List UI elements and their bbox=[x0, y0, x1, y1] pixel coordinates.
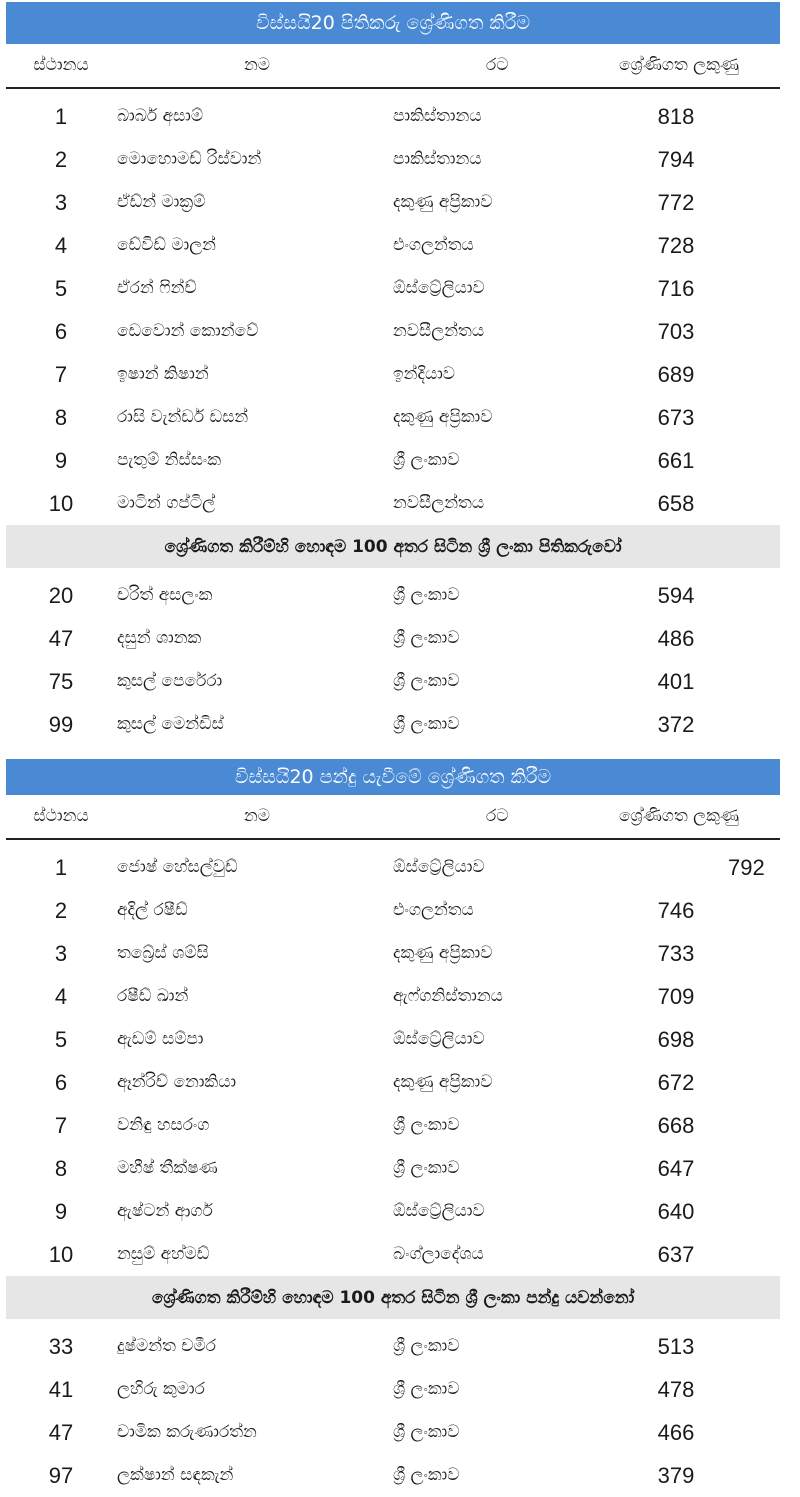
country-cell: ශ්‍රී ලංකාව bbox=[393, 1465, 460, 1485]
table-row bbox=[6, 1368, 780, 1411]
country-cell: බංග්ලාදේශය bbox=[393, 1244, 484, 1264]
points-cell: 698 bbox=[657, 1027, 695, 1052]
rank-cell: 6 bbox=[54, 319, 68, 344]
country-cell: ඇෆ්ගනිස්තානය bbox=[393, 986, 503, 1006]
rank-cell: 20 bbox=[48, 583, 74, 608]
rank-cell: 9 bbox=[54, 448, 68, 473]
player-name-cell: අදිල් රෂීඩ් bbox=[117, 900, 188, 920]
country-cell: ශ්‍රී ලංකාව bbox=[393, 1115, 460, 1135]
table-row bbox=[6, 95, 780, 138]
rank-cell: 4 bbox=[54, 233, 68, 258]
points-cell: 478 bbox=[657, 1377, 695, 1402]
points-cell: 379 bbox=[657, 1463, 695, 1488]
player-name-cell: රාසි වැන්ඩර් ඩසන් bbox=[117, 407, 249, 427]
bowling-sl-rows bbox=[6, 1325, 780, 1497]
rank-cell: 8 bbox=[54, 405, 68, 430]
rank-cell: 9 bbox=[54, 1199, 68, 1224]
table-row bbox=[6, 181, 780, 224]
rank-cell: 75 bbox=[48, 669, 74, 694]
points-cell: 772 bbox=[657, 190, 695, 215]
rank-cell: 10 bbox=[48, 491, 74, 516]
country-cell: ඕස්ට්‍රේලියාව bbox=[393, 1029, 485, 1049]
points-cell: 594 bbox=[657, 583, 695, 608]
rank-cell: 33 bbox=[48, 1334, 74, 1359]
table-row bbox=[6, 138, 780, 181]
points-cell: 709 bbox=[657, 984, 695, 1009]
rank-cell: 97 bbox=[48, 1463, 74, 1488]
rank-cell: 2 bbox=[54, 147, 68, 172]
country-cell: ශ්‍රී ලංකාව bbox=[393, 671, 460, 691]
player-name-cell: පැතුම් නිස්සංක bbox=[117, 450, 222, 470]
player-name-cell: ජොෂ් හේසල්වුඩ් bbox=[117, 857, 238, 877]
header-rank: ස්ථානය bbox=[33, 806, 89, 826]
rank-cell: 47 bbox=[48, 1420, 74, 1445]
country-cell: ශ්‍රී ලංකාව bbox=[393, 450, 460, 470]
table-row bbox=[6, 889, 780, 932]
player-name-cell: නසුම් අහ්මඩ් bbox=[117, 1244, 210, 1264]
country-cell: පාකිස්තානය bbox=[393, 149, 482, 169]
country-cell: ශ්‍රී ලංකාව bbox=[393, 714, 460, 734]
player-name-cell: ඉෂාන් කිෂාන් bbox=[117, 364, 209, 384]
country-cell: ඕස්ට්‍රේලියාව bbox=[393, 278, 485, 298]
table-row bbox=[6, 396, 780, 439]
country-cell: ඉන්දියාව bbox=[393, 364, 456, 384]
player-name-cell: ලහිරු කුමාර bbox=[117, 1379, 205, 1399]
rank-cell: 2 bbox=[54, 898, 68, 923]
batting-sl-rows bbox=[6, 574, 780, 746]
rank-cell: 10 bbox=[48, 1242, 74, 1267]
bowling-rows bbox=[6, 846, 780, 1276]
batting-rankings-table bbox=[6, 2, 780, 746]
rank-cell: 41 bbox=[48, 1377, 74, 1402]
bowling-header-row bbox=[6, 795, 780, 838]
points-cell: 637 bbox=[657, 1242, 695, 1267]
rank-cell: 47 bbox=[48, 626, 74, 651]
header-points: ශ්‍රේණිගත ලකුණු bbox=[618, 806, 740, 826]
player-name-cell: මහීෂ් තීක්ෂණ bbox=[117, 1158, 218, 1178]
table-row bbox=[6, 1147, 780, 1190]
points-cell: 661 bbox=[657, 448, 695, 473]
points-cell: 640 bbox=[657, 1199, 695, 1224]
table-row bbox=[6, 1104, 780, 1147]
table-row bbox=[6, 267, 780, 310]
country-cell: නවසීලන්තය bbox=[393, 321, 485, 341]
batting-rows bbox=[6, 95, 780, 525]
points-cell: 658 bbox=[657, 491, 695, 516]
player-name-cell: ඈන්රිච් නොකියා bbox=[117, 1072, 237, 1092]
country-cell: දකුණු අප්‍රිකාව bbox=[393, 407, 493, 427]
header-name: නම bbox=[244, 55, 271, 75]
points-cell: 689 bbox=[657, 362, 695, 387]
table-row bbox=[6, 1325, 780, 1368]
player-name-cell: දුෂ්මන්ත චමීර bbox=[117, 1336, 217, 1356]
rank-cell: 5 bbox=[54, 276, 68, 301]
header-country: රට bbox=[486, 55, 509, 75]
country-cell: ශ්‍රී ලංකාව bbox=[393, 1336, 460, 1356]
bowling-sl-subheader: ශ්‍රේණිගත කිරීම්හි හොඳම 100 අතර සිටින ශ්‍රී ලංකා පන්දු යවන්නෝ bbox=[6, 1276, 780, 1319]
rank-cell: 6 bbox=[54, 1070, 68, 1095]
points-cell: 647 bbox=[657, 1156, 695, 1181]
points-cell: 794 bbox=[657, 147, 695, 172]
player-name-cell: චාමික කරුණාරත්න bbox=[117, 1422, 257, 1442]
points-cell: 733 bbox=[657, 941, 695, 966]
player-name-cell: ඩේවිඩ් මාලන් bbox=[117, 235, 216, 255]
points-cell: 466 bbox=[657, 1420, 695, 1445]
rank-cell: 99 bbox=[48, 712, 74, 737]
points-cell: 513 bbox=[657, 1334, 695, 1359]
table-row bbox=[6, 975, 780, 1018]
points-cell: 818 bbox=[657, 104, 695, 129]
table-row bbox=[6, 353, 780, 396]
bowling-title: විස්සයි20 පන්දු යැවීමේ ශ්‍රේණිගත කිරීම bbox=[6, 759, 780, 795]
points-cell: 716 bbox=[657, 276, 695, 301]
country-cell: එංගලන්තය bbox=[393, 235, 474, 255]
points-cell: 792 bbox=[728, 855, 765, 880]
rank-cell: 3 bbox=[54, 190, 68, 215]
rank-cell: 5 bbox=[54, 1027, 68, 1052]
player-name-cell: වනිඳු හසරංග bbox=[117, 1115, 210, 1135]
player-name-cell: ලක්ෂාන් සඳකැන් bbox=[117, 1465, 234, 1485]
player-name-cell: රෂීඩ් ඛාන් bbox=[117, 986, 189, 1006]
player-name-cell: මොහොමඩ් රිස්වාන් bbox=[117, 149, 262, 169]
player-name-cell: මාටින් ගප්ටිල් bbox=[117, 493, 216, 513]
country-cell: දකුණු අප්‍රිකාව bbox=[393, 192, 493, 212]
table-row bbox=[6, 1061, 780, 1104]
player-name-cell: ඇඩම් සම්පා bbox=[117, 1029, 204, 1049]
rank-cell: 1 bbox=[54, 104, 68, 129]
player-name-cell: දසුන් ශානක bbox=[117, 628, 202, 648]
country-cell: දකුණු අප්‍රිකාව bbox=[393, 943, 493, 963]
table-row bbox=[6, 1018, 780, 1061]
table-row bbox=[6, 224, 780, 267]
player-name-cell: කුසල් මෙන්ඩිස් bbox=[117, 714, 224, 734]
points-cell: 672 bbox=[657, 1070, 695, 1095]
table-row bbox=[6, 439, 780, 482]
points-cell: 668 bbox=[657, 1113, 695, 1138]
table-row bbox=[6, 660, 780, 703]
player-name-cell: චරිත් අසලංක bbox=[117, 585, 213, 605]
table-row bbox=[6, 932, 780, 975]
player-name-cell: ඇෂ්ටන් ආගර් bbox=[117, 1201, 213, 1221]
batting-title: විස්සයි20 පිතිකරු ශ්‍රේණිගත කිරීම bbox=[6, 2, 780, 44]
batting-sl-subheader: ශ්‍රේණිගත කිරීම්හි හොඳම 100 අතර සිටින ශ්‍රී ලංකා පිතිකරුවෝ bbox=[6, 525, 780, 568]
points-cell: 728 bbox=[657, 233, 695, 258]
country-cell: දකුණු අප්‍රිකාව bbox=[393, 1072, 493, 1092]
header-country: රට bbox=[486, 806, 509, 826]
table-row bbox=[6, 1411, 780, 1454]
table-row bbox=[6, 574, 780, 617]
country-cell: ශ්‍රී ලංකාව bbox=[393, 628, 460, 648]
country-cell: ශ්‍රී ලංකාව bbox=[393, 1422, 460, 1442]
country-cell: ශ්‍රී ලංකාව bbox=[393, 1158, 460, 1178]
table-row bbox=[6, 482, 780, 525]
country-cell: ශ්‍රී ලංකාව bbox=[393, 585, 460, 605]
table-row bbox=[6, 1233, 780, 1276]
header-name: නම bbox=[244, 806, 271, 826]
rank-cell: 8 bbox=[54, 1156, 68, 1181]
header-rank: ස්ථානය bbox=[33, 55, 89, 75]
points-cell: 673 bbox=[657, 405, 695, 430]
points-cell: 703 bbox=[657, 319, 695, 344]
rank-cell: 7 bbox=[54, 362, 68, 387]
player-name-cell: කුසල් පෙරේරා bbox=[117, 671, 223, 691]
table-row bbox=[6, 617, 780, 660]
player-name-cell: තබ්‍රේස් ශම්සි bbox=[117, 943, 209, 963]
points-cell: 486 bbox=[657, 626, 695, 651]
player-name-cell: බාබර් අසාම් bbox=[117, 106, 204, 126]
country-cell: පාකිස්තානය bbox=[393, 106, 482, 126]
country-cell: ශ්‍රී ලංකාව bbox=[393, 1379, 460, 1399]
bowling-rankings-table bbox=[6, 759, 780, 1497]
player-name-cell: ඒරන් ෆින්ච් bbox=[117, 278, 197, 298]
player-name-cell: ඒඩ්න් මාක්‍රම් bbox=[117, 192, 206, 212]
points-cell: 401 bbox=[657, 669, 695, 694]
batting-header-row bbox=[6, 44, 780, 87]
rank-cell: 7 bbox=[54, 1113, 68, 1138]
table-row bbox=[6, 846, 780, 889]
points-cell: 372 bbox=[657, 712, 695, 737]
country-cell: ඕස්ට්‍රේලියාව bbox=[393, 857, 485, 877]
header-points: ශ්‍රේණිගත ලකුණු bbox=[618, 55, 740, 75]
country-cell: එංගලන්තය bbox=[393, 900, 474, 920]
points-cell: 746 bbox=[657, 898, 695, 923]
table-row bbox=[6, 310, 780, 353]
country-cell: ඕස්ට්‍රේලියාව bbox=[393, 1201, 485, 1221]
country-cell: නවසීලන්තය bbox=[393, 493, 485, 513]
rank-cell: 4 bbox=[54, 984, 68, 1009]
table-row bbox=[6, 1190, 780, 1233]
table-row bbox=[6, 703, 780, 746]
player-name-cell: ඩෙවොන් කොන්වේ bbox=[117, 321, 259, 341]
table-row bbox=[6, 1454, 780, 1497]
rank-cell: 1 bbox=[54, 855, 68, 880]
rank-cell: 3 bbox=[54, 941, 68, 966]
